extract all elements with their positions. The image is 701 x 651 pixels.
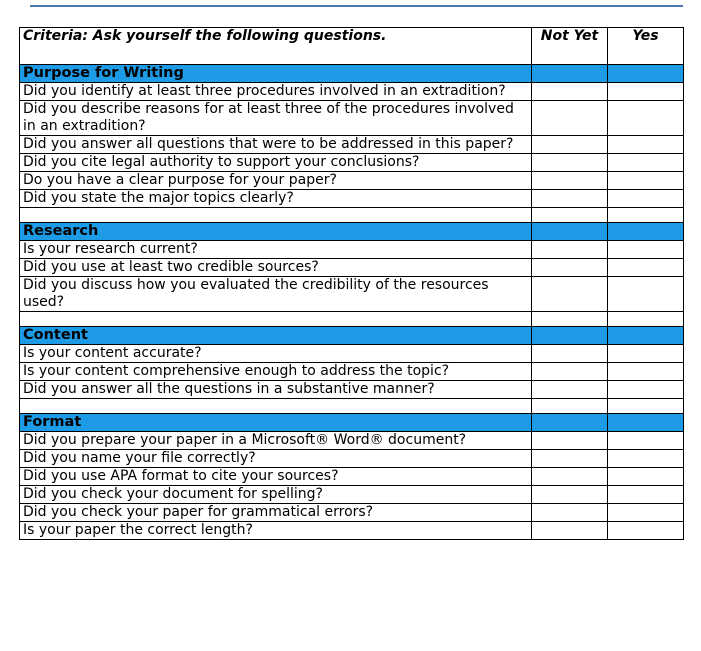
checklist-row: [20, 522, 684, 540]
yes-checkbox-cell[interactable]: [608, 259, 684, 277]
question-text: Did you use at least two credible sources?: [20, 259, 532, 277]
yes-checkbox-cell[interactable]: [608, 345, 684, 363]
checklist-row: [20, 83, 684, 101]
question-text: Did you name your file correctly?: [20, 450, 532, 468]
not-yet-checkbox-cell[interactable]: [532, 522, 608, 540]
not-yet-checkbox-cell[interactable]: [532, 486, 608, 504]
yes-checkbox-cell[interactable]: [608, 363, 684, 381]
section-header-cell: [532, 65, 608, 83]
question-text: Is your research current?: [20, 241, 532, 259]
checklist-row: [20, 241, 684, 259]
not-yet-checkbox-cell[interactable]: [532, 432, 608, 450]
spacer-cell: [20, 399, 532, 414]
not-yet-checkbox-cell[interactable]: [532, 277, 608, 312]
question-text: Is your content accurate?: [20, 345, 532, 363]
checklist-row: [20, 345, 684, 363]
not-yet-checkbox-cell[interactable]: [532, 136, 608, 154]
checklist-row: [20, 504, 684, 522]
section-header-cell: [532, 327, 608, 345]
yes-checkbox-cell[interactable]: [608, 468, 684, 486]
question-text: Did you describe reasons for at least three of the procedures involved in an extradition?: [20, 101, 532, 136]
checklist-row: [20, 259, 684, 277]
not-yet-checkbox-cell[interactable]: [532, 83, 608, 101]
yes-checkbox-cell[interactable]: [608, 241, 684, 259]
checklist-row: [20, 468, 684, 486]
checklist-row: [20, 432, 684, 450]
section-title: Research: [20, 223, 532, 241]
section-title: Content: [20, 327, 532, 345]
spacer-row: [20, 312, 684, 327]
yes-checkbox-cell[interactable]: [608, 432, 684, 450]
not-yet-checkbox-cell[interactable]: [532, 101, 608, 136]
section-header-cell: [608, 327, 684, 345]
criteria-header: Criteria: Ask yourself the following questions.: [20, 28, 532, 65]
spacer-cell: [20, 312, 532, 327]
question-text: Did you cite legal authority to support your conclusions?: [20, 154, 532, 172]
checklist-row: [20, 101, 684, 136]
not-yet-checkbox-cell[interactable]: [532, 504, 608, 522]
yes-checkbox-cell[interactable]: [608, 136, 684, 154]
question-text: Do you have a clear purpose for your paper?: [20, 172, 532, 190]
not-yet-checkbox-cell[interactable]: [532, 363, 608, 381]
not-yet-checkbox-cell[interactable]: [532, 241, 608, 259]
question-text: Did you discuss how you evaluated the credibility of the resources used?: [20, 277, 532, 312]
question-text: Is your content comprehensive enough to address the topic?: [20, 363, 532, 381]
spacer-cell: [608, 399, 684, 414]
question-text: Did you identify at least three procedures involved in an extradition?: [20, 83, 532, 101]
checklist-row: [20, 136, 684, 154]
checklist-row: [20, 486, 684, 504]
spacer-cell: [532, 208, 608, 223]
section-header-cell: [608, 414, 684, 432]
question-text: Is your paper the correct length?: [20, 522, 532, 540]
question-text: Did you check your paper for grammatical errors?: [20, 504, 532, 522]
section-header-content: [20, 327, 684, 345]
section-header-purpose-for-writing: [20, 65, 684, 83]
section-header-format: [20, 414, 684, 432]
checklist-row: [20, 154, 684, 172]
not-yet-checkbox-cell[interactable]: [532, 468, 608, 486]
spacer-cell: [20, 208, 532, 223]
question-text: Did you prepare your paper in a Microsoft® Word® document?: [20, 432, 532, 450]
not-yet-checkbox-cell[interactable]: [532, 154, 608, 172]
checklist-row: [20, 450, 684, 468]
checklist-row: [20, 381, 684, 399]
question-text: Did you use APA format to cite your sources?: [20, 468, 532, 486]
not-yet-checkbox-cell[interactable]: [532, 190, 608, 208]
yes-checkbox-cell[interactable]: [608, 450, 684, 468]
not-yet-checkbox-cell[interactable]: [532, 345, 608, 363]
section-title: Purpose for Writing: [20, 65, 532, 83]
question-text: Did you answer all questions that were to be addressed in this paper?: [20, 136, 532, 154]
section-header-cell: [532, 414, 608, 432]
section-title: Format: [20, 414, 532, 432]
section-header-cell: [608, 65, 684, 83]
section-header-research: [20, 223, 684, 241]
spacer-row: [20, 399, 684, 414]
yes-checkbox-cell[interactable]: [608, 522, 684, 540]
yes-checkbox-cell[interactable]: [608, 190, 684, 208]
not-yet-checkbox-cell[interactable]: [532, 259, 608, 277]
spacer-row: [20, 208, 684, 223]
spacer-cell: [532, 399, 608, 414]
yes-checkbox-cell[interactable]: [608, 504, 684, 522]
checklist-row: [20, 277, 684, 312]
section-header-cell: [532, 223, 608, 241]
question-text: Did you answer all the questions in a substantive manner?: [20, 381, 532, 399]
section-header-cell: [608, 223, 684, 241]
yes-checkbox-cell[interactable]: [608, 154, 684, 172]
not-yet-checkbox-cell[interactable]: [532, 381, 608, 399]
checklist-row: [20, 172, 684, 190]
not-yet-checkbox-cell[interactable]: [532, 172, 608, 190]
question-text: Did you check your document for spelling?: [20, 486, 532, 504]
checklist-row: [20, 363, 684, 381]
spacer-cell: [608, 312, 684, 327]
yes-checkbox-cell[interactable]: [608, 83, 684, 101]
yes-checkbox-cell[interactable]: [608, 486, 684, 504]
not-yet-checkbox-cell[interactable]: [532, 450, 608, 468]
yes-checkbox-cell[interactable]: [608, 172, 684, 190]
yes-checkbox-cell[interactable]: [608, 277, 684, 312]
top-divider: [30, 5, 683, 7]
spacer-cell: [608, 208, 684, 223]
question-text: Did you state the major topics clearly?: [20, 190, 532, 208]
yes-checkbox-cell[interactable]: [608, 101, 684, 136]
yes-checkbox-cell[interactable]: [608, 381, 684, 399]
yes-header: Yes: [608, 28, 684, 65]
spacer-cell: [532, 312, 608, 327]
not-yet-header: Not Yet: [532, 28, 608, 65]
checklist-row: [20, 190, 684, 208]
header-row: [20, 28, 684, 65]
criteria-checklist-table: [19, 27, 684, 540]
